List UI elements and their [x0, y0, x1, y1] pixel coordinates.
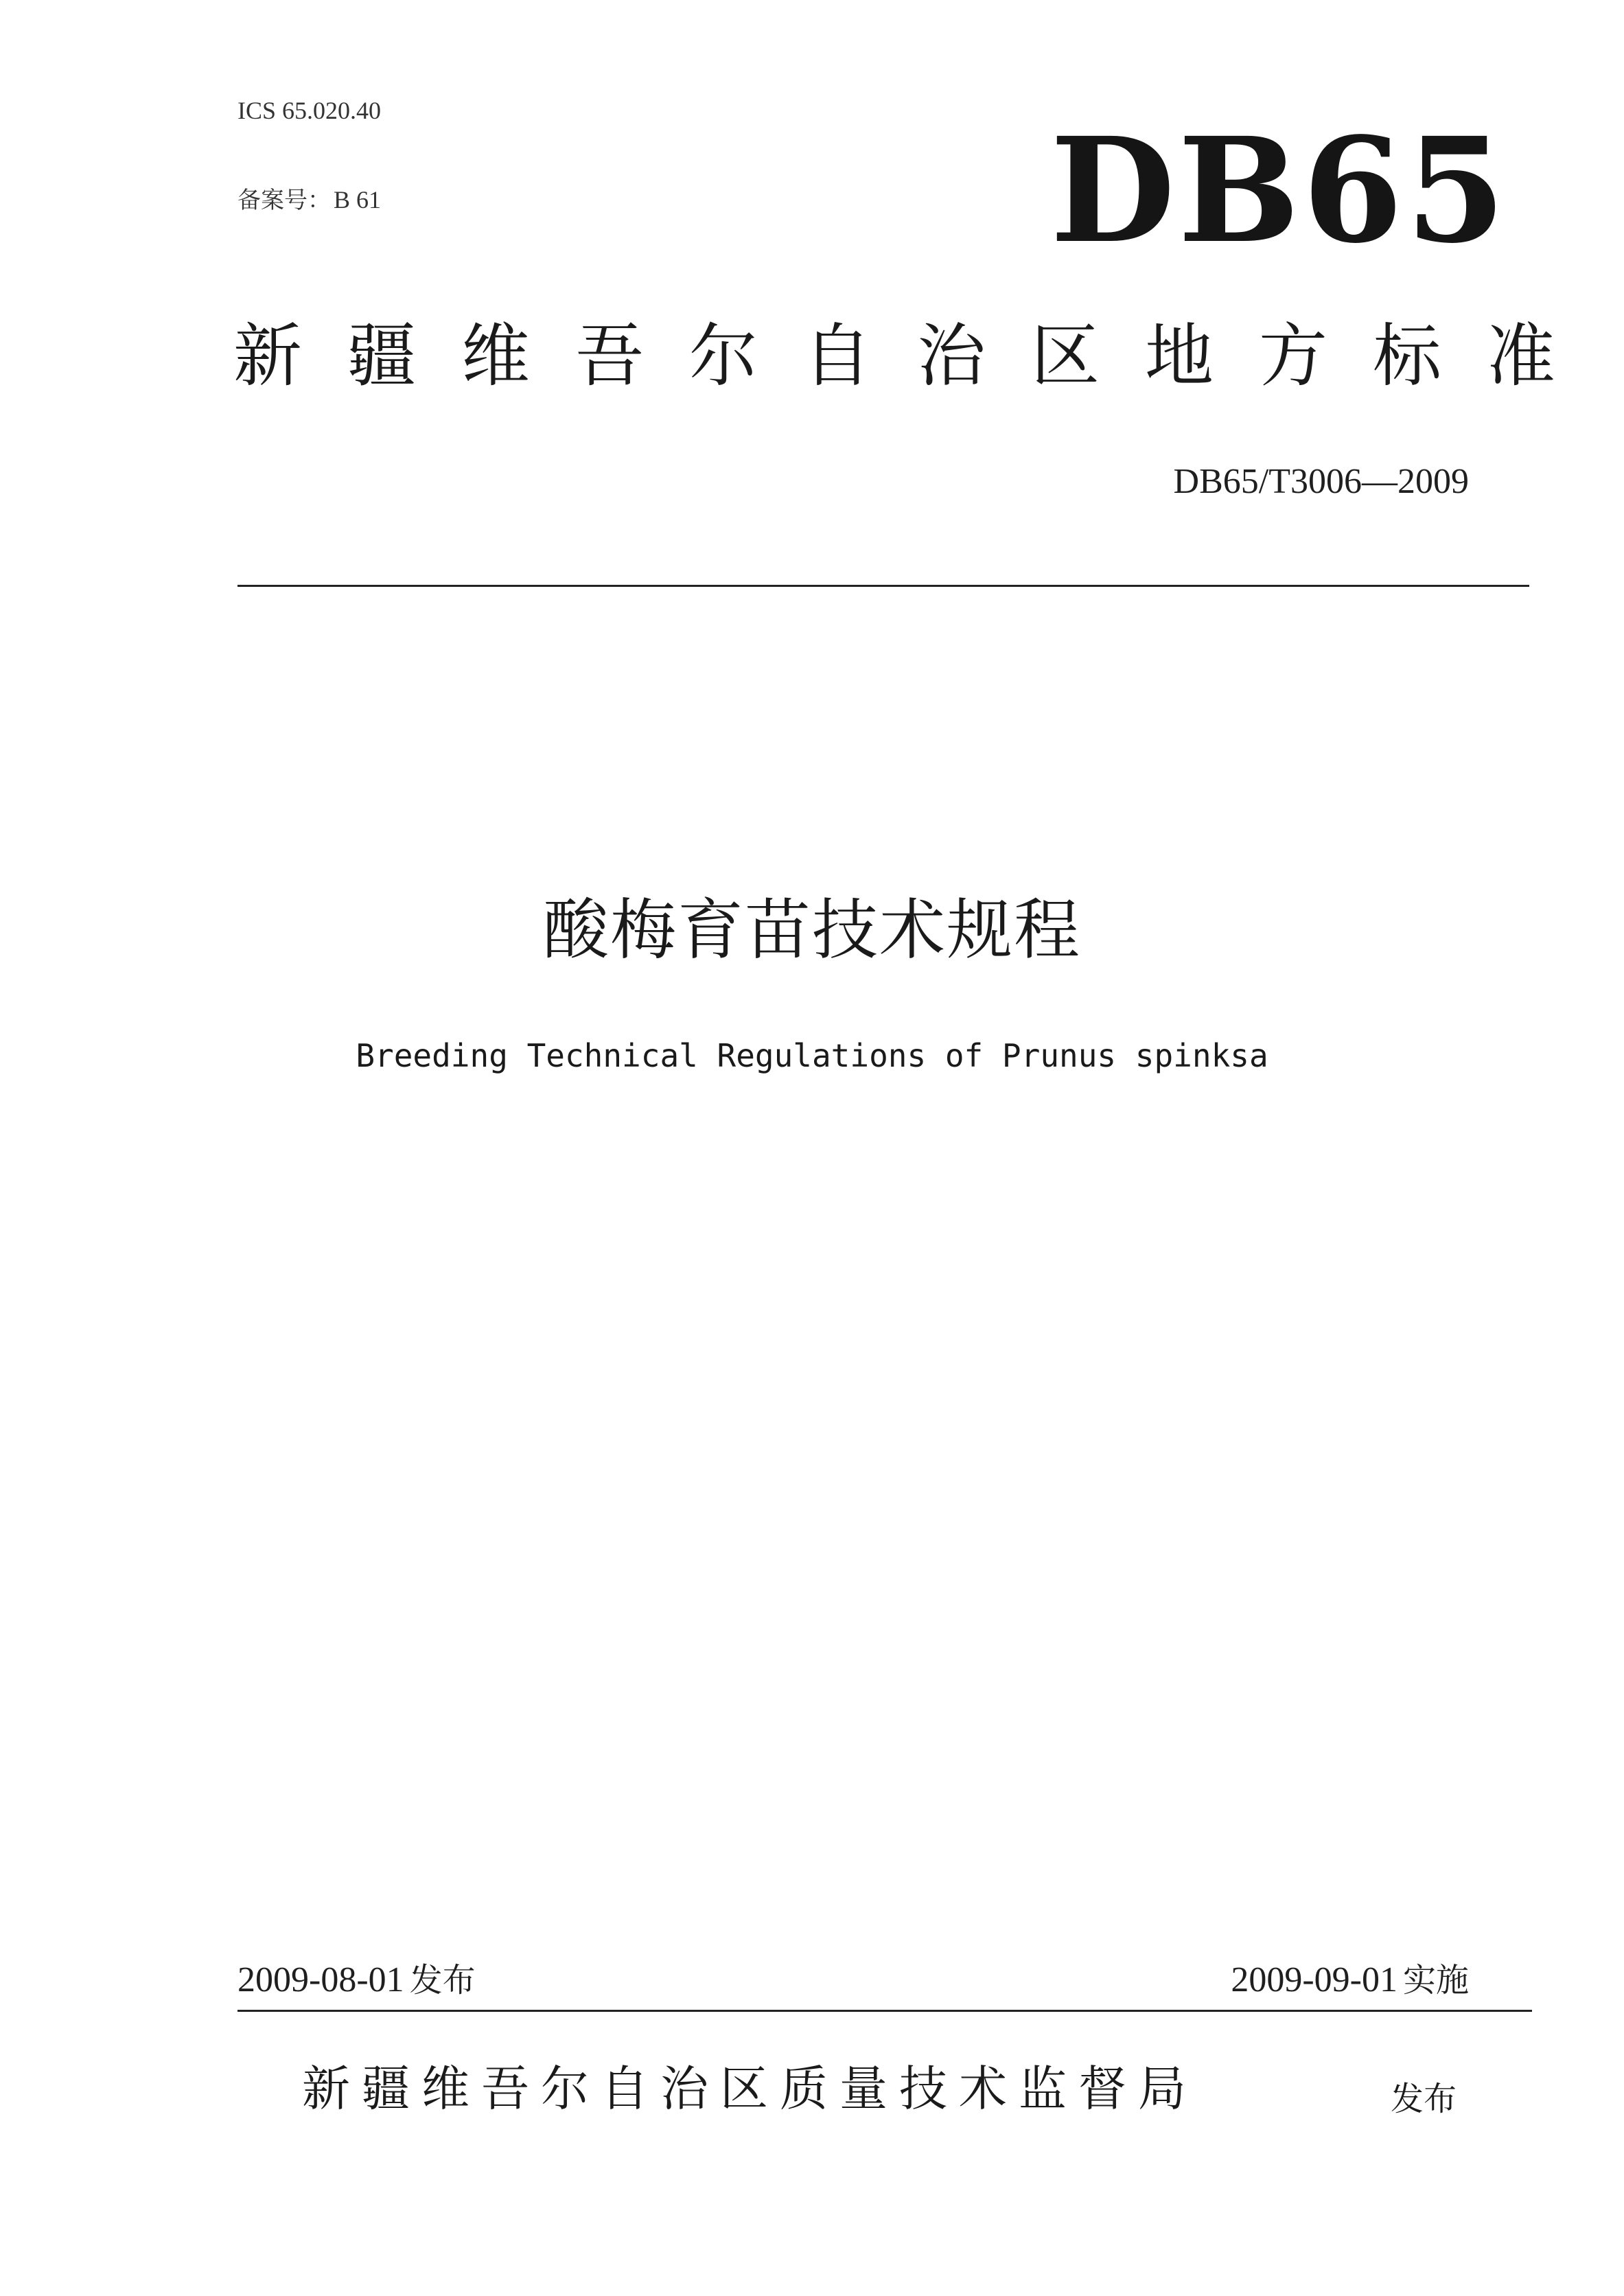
issue-date-line — [237, 1953, 476, 2001]
top-divider — [237, 585, 1529, 587]
record-number-value: B 61 — [334, 186, 382, 213]
record-number-label: 备案号： — [237, 187, 331, 214]
standard-category-title: 新疆维吾尔自治区地方标准 — [233, 316, 1601, 396]
issue-label: 发布 — [409, 1961, 476, 1999]
standard-logo: DB65 — [1050, 106, 1509, 275]
implementation-date: 2009-09-01 — [1231, 1960, 1397, 1999]
implementation-label: 实施 — [1402, 1961, 1469, 1999]
implementation-date-line — [1231, 1953, 1469, 2001]
record-number — [237, 181, 381, 215]
document-subtitle-english: Breeding Technical Regulations of Prunus spinksa — [356, 1037, 1268, 1074]
bottom-divider — [237, 2010, 1532, 2012]
publisher-suffix: 发布 — [1391, 2080, 1457, 2118]
ics-code: ICS 65.020.40 — [237, 97, 382, 124]
publisher-name: 新疆维吾尔自治区质量技术监督局 — [302, 2061, 1198, 2117]
issue-date: 2009-08-01 — [237, 1960, 404, 1999]
document-title: 酸梅育苗技术规程 — [543, 892, 1081, 969]
standard-code: DB65/T3006—2009 — [1173, 462, 1469, 501]
